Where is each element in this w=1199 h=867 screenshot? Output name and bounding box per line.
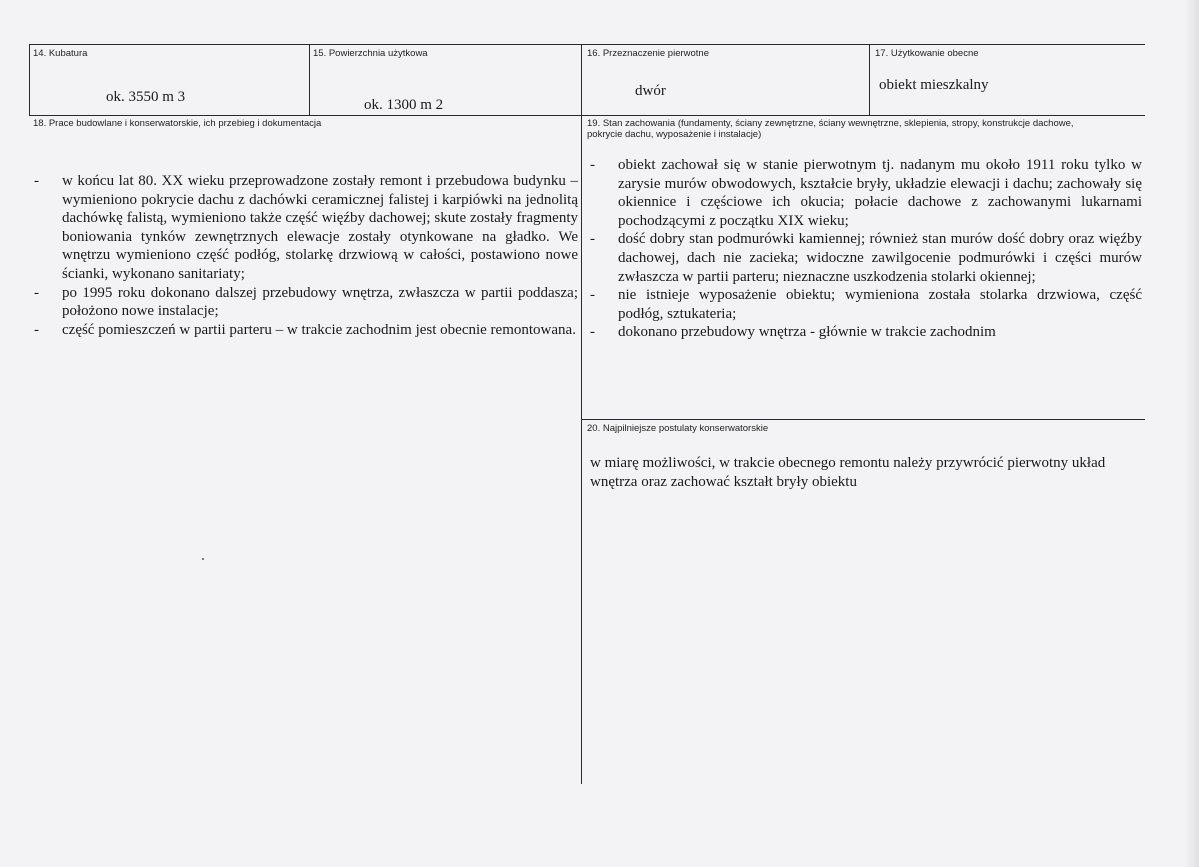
list-item: [34, 172, 578, 284]
top-border: [29, 44, 1145, 45]
list-text: część pomieszczeń w partii parteru – w trakcie zachodnim jest obecnie remontowana.: [62, 321, 576, 338]
list-dash: -: [590, 231, 595, 248]
list-text: dokonano przebudowy wnętrza - głównie w trakcie zachodnim: [618, 324, 996, 341]
list-dash: -: [34, 173, 39, 189]
field-16-label: 16. Przeznaczenie pierwotne: [587, 48, 709, 59]
field-17-value: obiekt mieszkalny: [879, 77, 989, 93]
list-dash: -: [590, 324, 595, 341]
field-14-value: ok. 3550 m 3: [106, 89, 186, 105]
list-dash: -: [590, 287, 595, 304]
page-edge-shadow: [1185, 0, 1199, 867]
scan-speck: [202, 558, 204, 560]
list-dash: -: [590, 157, 595, 173]
field-15-label: 15. Powierzchnia użytkowa: [313, 48, 428, 59]
list-item: [34, 284, 578, 321]
list-item: [590, 323, 1142, 342]
field-18-content: [34, 172, 578, 339]
left-border: [29, 44, 30, 116]
row-divider: [29, 115, 1145, 116]
field-20-label: 20. Najpilniejsze postulaty konserwatorskie: [587, 423, 769, 434]
list-item: [590, 286, 1142, 323]
field-14-label: 14. Kubatura: [33, 48, 88, 59]
field-18-label: 18. Prace budowlane i konserwatorskie, ich przebieg i dokumentacja: [33, 118, 322, 129]
list-text: dość dobry stan podmurówki kamiennej; również stan murów dość dobry oraz więźby dachowej, dach nie zacieka; widoczne zawilgocenie podmurówki i części murów zwłaszcza w partii parteru; nieznaczne uszkodzenia stolarki okiennej;: [618, 231, 1142, 285]
field-19-content: [590, 156, 1142, 342]
col-divider-14-15: [309, 44, 310, 116]
section-20-divider: [581, 419, 1145, 420]
field-16-value: dwór: [635, 83, 666, 99]
list-text: obiekt zachował się w stanie pierwotnym tj. nadanym mu około 1911 roku tylko w zarysie murów obwodowych, kształcie bryły, układzie elewacji i dachu; zachowały się okiennice i częściowe ich okucia; połacie dachowe z zachowanymi lukarnami pochodzącymi z początku XIX wieku;: [618, 157, 1142, 229]
field-20-content: w miarę możliwości, w trakcie obecnego remontu należy przywrócić pierwotny układ wnętrza oraz zachować kształt bryły obiektu: [590, 455, 1106, 490]
list-item: [590, 156, 1142, 230]
list-item: [34, 321, 578, 340]
list-text: nie istnieje wyposażenie obiektu; wymieniona została stolarka drzwiowa, część podłóg, sztukateria;: [618, 287, 1142, 322]
field-19-label: 19. Stan zachowania (fundamenty, ściany zewnętrzne, ściany wewnętrzne, sklepienia, stropy, konstrukcje dachowe, pokrycie dachu, wyposażenie i instalacje): [587, 118, 1074, 140]
list-item: [590, 230, 1142, 286]
list-dash: -: [34, 321, 39, 338]
list-dash: -: [34, 284, 39, 301]
list-text: po 1995 roku dokonano dalszej przebudowy wnętrza, zwłaszcza w partii poddasza; położono nowe instalacje;: [62, 284, 578, 320]
col-divider-16-17: [869, 44, 870, 116]
list-text: w końcu lat 80. XX wieku przeprowadzone zostały remont i przebudowa budynku – wymieniono pokrycie dachu z dachówki ceramicznej falistej i karpiówki na jednolitą dachówkę falistą, wymieniono także część więźby dachowej; skute zostały fragmenty boniowania tynków zewnętrznych elewacje zostały otynkowane na gładko. We wnętrzu wymieniono część podłóg, stolarkę drzwiową w całości, postawiono nowe ścianki, wykonano sanitariaty;: [62, 173, 578, 282]
col-divider-main: [581, 44, 582, 784]
field-17-label: 17. Użytkowanie obecne: [875, 48, 979, 59]
field-15-value: ok. 1300 m 2: [364, 97, 444, 113]
